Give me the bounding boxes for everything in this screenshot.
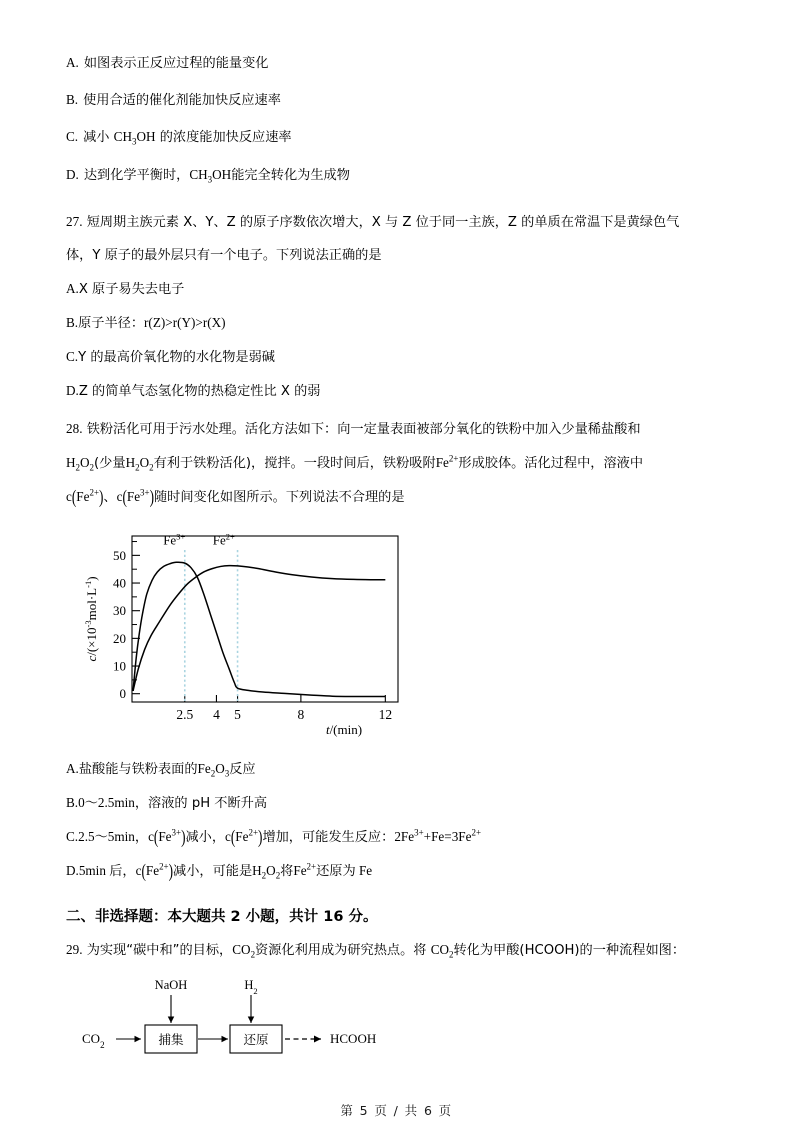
q29-co2-formula-1: $CO_2$ bbox=[232, 942, 256, 960]
q29-number: 29. bbox=[66, 942, 83, 958]
q27-option-b bbox=[66, 306, 738, 340]
x-tick-labels bbox=[176, 707, 392, 722]
paren-open-2: ( bbox=[122, 485, 127, 508]
paren-open-5: ( bbox=[141, 859, 146, 882]
q27-option-b-text: 原子半径： bbox=[78, 315, 145, 331]
paren-close-2: ) bbox=[149, 485, 154, 508]
q28-option-d-label: D. bbox=[66, 862, 79, 878]
q26-option-d-text-pre: 达到化学平衡时， bbox=[83, 167, 190, 183]
q28-d-h2o2: $H_2O_2$ bbox=[252, 862, 281, 881]
q26-option-a bbox=[66, 56, 738, 70]
x-tick-label: 8 bbox=[297, 706, 305, 722]
page-footer: 第 5 页 / 共 6 页 bbox=[340, 1103, 453, 1118]
q28-fe2-ion-2: $Fe^{2+}$ bbox=[76, 487, 99, 504]
q28-stem-line-2: $H_2O_2$(少量$H_2O_2$有利于铁粉活化)，搅拌。一段时间后，铁粉吸附$Fe^{2+}$形成胶体。活化过程中，溶液中 bbox=[66, 453, 644, 473]
svg-text:c/(×10-3mol·L-1): $c/(\times 10^{-3}mol\cdot L^{-1})$ bbox=[83, 576, 99, 662]
y-tick-labels bbox=[113, 548, 126, 701]
q27-option-a-label: A. bbox=[66, 280, 79, 296]
q28-c-conc-2: c bbox=[225, 828, 231, 844]
q26-option-d-text-post: 能完全转化为生成物 bbox=[231, 167, 350, 183]
q27-option-c-text: Y 的最高价氧化物的水化物是弱碱 bbox=[78, 349, 275, 365]
q26-option-a-text: 如图表示正反应过程的能量变化 bbox=[83, 56, 269, 71]
y-tick-label: 10 bbox=[113, 658, 126, 674]
paren-open-3: ( bbox=[153, 825, 159, 848]
q27-option-b-formula: r(Z)>r(Y)>r(X) bbox=[144, 314, 226, 330]
paren-open-1: ( bbox=[71, 485, 77, 508]
paren-close-4: ) bbox=[258, 825, 263, 848]
q28-d-fe2-ion: $Fe^{2+}$ bbox=[145, 861, 169, 878]
flow-reagent-naoh: NaOH bbox=[154, 978, 188, 993]
x-tick-label: 2.5 bbox=[176, 706, 194, 722]
q28-c-fe3-ion: $Fe^{3+}$ bbox=[158, 827, 182, 844]
q27-number: 27. bbox=[66, 213, 83, 229]
q27-option-c-label: C. bbox=[66, 348, 79, 364]
q28-fe3-ion: $Fe^{3+}$ bbox=[126, 487, 150, 504]
flow-diagram-svg bbox=[72, 973, 432, 1065]
x-tick-label: 12 bbox=[378, 706, 393, 722]
q29-co2-formula-2: $CO_2$ bbox=[430, 942, 454, 960]
q28-stem-line-1: 28. 铁粉活化可用于污水处理。活化方法如下：向一定量表面被部分氧化的铁粉中加入少量稀盐酸和 bbox=[66, 420, 641, 437]
q26-option-c-text-pre: 减小 bbox=[83, 130, 114, 146]
q28-d-time: 5min 后， bbox=[78, 862, 136, 878]
q26-option-d-label: D. bbox=[66, 166, 79, 182]
q28-d-fe2-ion-2: $Fe^{2+}$ bbox=[293, 861, 317, 878]
q28-conc-c-2: c bbox=[116, 488, 123, 504]
q28-option-b-range: 0～2.5min bbox=[78, 794, 135, 810]
y-tick-label: 20 bbox=[113, 630, 126, 646]
q28-d-post: 还原为 Fe bbox=[316, 862, 373, 878]
flow-input-co2: $CO_2$ bbox=[82, 1031, 105, 1051]
flow-box-capture-label: 捕集 bbox=[158, 1032, 184, 1048]
q28-option-c-range: 2.5～5min bbox=[78, 828, 135, 844]
q28-option-c: C.2.5～5min，$c(Fe^{3+})$减小，$c(Fe^{2+})$增加，可能发生反应：$2Fe^{3+}+Fe=3Fe^{2+}$ bbox=[66, 820, 738, 854]
fe-concentration-chart bbox=[76, 522, 426, 740]
y-axis-label bbox=[83, 576, 99, 661]
q28-option-b: B.0～2.5min，溶液的 pH 不断升高 bbox=[66, 794, 268, 811]
q27-option-d-text: Z 的简单气态氢化物的热稳定性比 X 的弱 bbox=[78, 383, 321, 399]
paren-close-3: ) bbox=[181, 825, 186, 848]
paren-close-5: ) bbox=[168, 859, 174, 882]
paren-close-1: ) bbox=[99, 485, 104, 508]
q28-option-c-label: C. bbox=[66, 828, 79, 844]
page-content bbox=[66, 56, 738, 1065]
q28-c-equation: $2Fe^{3+}+Fe=3Fe^{2+}$ bbox=[394, 827, 482, 844]
q26-option-c bbox=[66, 129, 738, 148]
q28-conc-c-1: c bbox=[66, 488, 72, 504]
q28-option-b-label: B. bbox=[66, 794, 79, 810]
q28-d-conc: c bbox=[135, 862, 142, 878]
chart-annotation: $Fe^{3+}$ bbox=[163, 531, 186, 548]
paren-open-4: ( bbox=[230, 825, 236, 848]
q27-stem-line-1: 27. 短周期主族元素 X、Y、Z 的原子序数依次增大，X 与 Z 位于同一主族，Z 的单质在常温下是黄绿色气 bbox=[66, 213, 680, 230]
flow-reagent-h2: $H_2$ bbox=[244, 978, 258, 997]
q28-c-conc-1: c bbox=[148, 828, 154, 844]
x-tick-label: 5 bbox=[234, 706, 241, 722]
q26-option-a-label: A. bbox=[66, 55, 79, 70]
q26-option-c-label: C. bbox=[66, 129, 79, 145]
q28-option-a-label: A. bbox=[66, 760, 79, 776]
q27-stem-line-2: 体，Y 原子的最外层只有一个电子。下列说法正确的是 bbox=[66, 247, 382, 263]
flow-output-hcooh: HCOOH bbox=[330, 1031, 377, 1047]
q26-option-c-text-post: 的浓度能加快反应速率 bbox=[155, 130, 292, 146]
q26-option-b-label: B. bbox=[66, 92, 79, 108]
y-tick-label: 40 bbox=[113, 575, 126, 591]
q29-stem: 29. 为实现“碳中和”的目标，$CO_2$资源化利用成为研究热点。将 $CO_2$转化为甲酸(HCOOH)的一种流程如图： bbox=[66, 942, 686, 960]
q27-option-c bbox=[66, 340, 738, 374]
q26-option-d bbox=[66, 166, 738, 185]
x-axis-label: t/(min) bbox=[325, 721, 363, 737]
q28-h2o2-formula: $H_2O_2$ bbox=[66, 454, 95, 473]
co2-to-hcooh-flow-diagram bbox=[72, 973, 432, 1065]
section-two-heading: 二、非选择题：本大题共 2 小题，共计 16 分。 bbox=[66, 908, 378, 925]
q28-c-fe2-ion: $Fe^{2+}$ bbox=[235, 827, 259, 844]
q28-stem-line-3: $c(Fe^{2+})$、$c(Fe^{3+})$随时间变化如图所示。下列说法不合理的是 bbox=[66, 480, 738, 514]
x-tick-label: 4 bbox=[213, 706, 220, 722]
q28-fe2-ion: $Fe^{2+}$ bbox=[435, 453, 459, 470]
q28-h2o2-formula-2: $H_2O_2$ bbox=[125, 454, 154, 473]
y-tick-label: 0 bbox=[119, 686, 126, 702]
q28-option-a: A.盐酸能与铁粉表面的$Fe_2O_3$反应 bbox=[66, 760, 256, 779]
q27-option-a bbox=[66, 272, 738, 306]
q26-option-b-text: 使用合适的催化剂能加快反应速率 bbox=[83, 93, 281, 109]
y-tick-label: 30 bbox=[113, 603, 126, 619]
y-tick-label: 50 bbox=[113, 547, 126, 563]
q26-option-c-formula: $CH_3OH$ bbox=[113, 129, 156, 148]
q27-option-b-label: B. bbox=[66, 314, 79, 330]
chart-svg bbox=[76, 522, 426, 740]
q28-fe2o3-formula: $Fe_2O_3$ bbox=[197, 760, 230, 779]
q26-option-b bbox=[66, 93, 738, 107]
q27-option-d bbox=[66, 374, 738, 408]
flow-box-reduction-label: 还原 bbox=[243, 1032, 269, 1048]
q27-option-a-text: X 原子易失去电子 bbox=[78, 281, 185, 297]
q27-option-d-label: D. bbox=[66, 382, 79, 398]
q28-number: 28. bbox=[66, 420, 83, 436]
plot-frame bbox=[132, 536, 398, 702]
q28-option-d: D.5min 后，$c(Fe^{2+})$减小，可能是$H_2O_2$将$Fe^{2+}$还原为 Fe bbox=[66, 854, 738, 888]
chart-annotation: $Fe^{2+}$ bbox=[212, 531, 235, 548]
q26-option-d-formula: $CH_3OH$ bbox=[189, 166, 232, 185]
